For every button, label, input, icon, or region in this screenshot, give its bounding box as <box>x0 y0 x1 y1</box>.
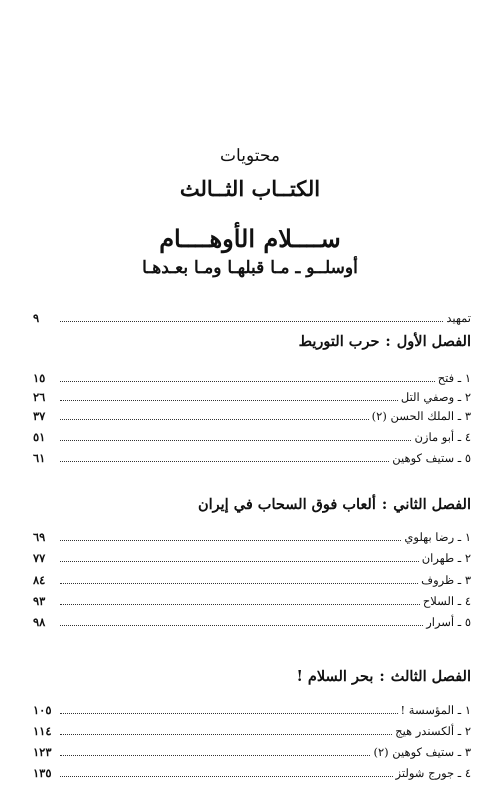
toc-entry-label: ٣ ـ ظروف <box>421 573 471 587</box>
toc-entry[interactable] <box>33 388 471 406</box>
toc-entry-label: ٣ ـ ستيف كوهين (٢) <box>373 745 471 759</box>
leader-dots <box>60 440 411 441</box>
toc-entry-label: ٢ ـ طهران <box>421 551 471 565</box>
toc-entry-page: ٦١ <box>33 451 46 465</box>
leader-dots <box>60 776 393 777</box>
toc-entry-label: ١ ـ المؤسسة ! <box>400 703 471 717</box>
toc-entry-page: ٩٣ <box>33 594 46 608</box>
colon-separator: : <box>379 668 385 685</box>
toc-entry[interactable] <box>33 571 471 589</box>
toc-entry-label: ٤ ـ السلاح <box>422 594 471 608</box>
toc-entry-page: ٢٦ <box>33 390 46 404</box>
leader-dots <box>60 755 370 756</box>
book-title: الكتــاب الثــالث <box>179 176 321 201</box>
toc-entry-page: ٩٨ <box>33 615 46 629</box>
toc-entry-page: ١١٤ <box>33 724 52 738</box>
toc-entry-label: ٥ ـ ستيف كوهين <box>392 451 471 465</box>
chapter-title: ألعاب فوق السحاب في إيران <box>197 496 376 513</box>
toc-entry-label: ١ ـ فتح <box>437 371 471 385</box>
chapter-title: بحر السلام ! <box>296 668 374 685</box>
toc-entry-page: ٩ <box>33 311 40 325</box>
toc-entry-page: ٥١ <box>33 430 46 444</box>
leader-dots <box>60 400 398 401</box>
contents-heading: محتويات <box>220 146 280 166</box>
leader-dots <box>60 419 369 420</box>
chapter-label: الفصل الثاني <box>393 496 471 513</box>
toc-entry-page: ١٣٥ <box>33 766 52 780</box>
toc-entry-label: ٤ ـ أبو مازن <box>414 430 471 444</box>
leader-dots <box>60 604 420 605</box>
toc-entry-label: ٤ ـ جورج شولتز <box>395 766 471 780</box>
leader-dots <box>60 321 443 322</box>
toc-entry[interactable] <box>33 528 471 546</box>
toc-entry-label: تمهيد <box>446 311 471 325</box>
toc-entry-page: ٣٧ <box>33 409 46 423</box>
chapter-1-heading <box>33 333 471 350</box>
toc-entry-page: ١٥ <box>33 371 46 385</box>
chapter-label: الفصل الثالث <box>390 668 471 685</box>
leader-dots <box>60 461 389 462</box>
leader-dots <box>60 381 435 382</box>
toc-entry[interactable] <box>33 743 471 761</box>
leader-dots <box>60 625 423 626</box>
section-title: ســــلام الأوهــــام <box>159 224 341 253</box>
chapter-title: حرب التوريط <box>298 333 380 350</box>
leader-dots <box>60 713 398 714</box>
toc-entry-page: ١٢٣ <box>33 745 52 759</box>
toc-entry[interactable] <box>33 449 471 467</box>
toc-entry[interactable] <box>33 428 471 446</box>
toc-entry-page: ٦٩ <box>33 530 46 544</box>
leader-dots <box>60 734 392 735</box>
section-subtitle: أوسلــو ـ مـا قبلهـا ومـا بعـدهـا <box>142 258 358 278</box>
toc-entry-page: ٧٧ <box>33 551 46 565</box>
toc-entry[interactable] <box>33 722 471 740</box>
chapter-2-heading <box>33 496 471 513</box>
leader-dots <box>60 540 401 541</box>
leader-dots <box>60 561 419 562</box>
toc-entry[interactable] <box>33 613 471 631</box>
toc-entry-intro[interactable] <box>33 309 471 327</box>
toc-entry-label: ١ ـ رضا بهلوي <box>404 530 471 544</box>
toc-entry[interactable] <box>33 764 471 782</box>
colon-separator: : <box>385 333 391 350</box>
colon-separator: : <box>381 496 388 513</box>
toc-entry[interactable] <box>33 369 471 387</box>
toc-entry-label: ٥ ـ أسرار <box>426 615 471 629</box>
toc-entry-label: ٢ ـ وصفي التل <box>400 390 471 404</box>
toc-entry[interactable] <box>33 592 471 610</box>
toc-entry-page: ٨٤ <box>33 573 46 587</box>
leader-dots <box>60 583 418 584</box>
toc-entry-label: ٣ ـ الملك الحسن (٢) <box>371 409 471 423</box>
toc-entry[interactable] <box>33 701 471 719</box>
chapter-3-heading <box>33 668 471 685</box>
toc-entry[interactable] <box>33 407 471 425</box>
toc-entry-page: ١٠٥ <box>33 703 52 717</box>
toc-entry[interactable] <box>33 549 471 567</box>
chapter-label: الفصل الأول <box>396 333 471 350</box>
toc-entry-label: ٢ ـ ألكسندر هيج <box>395 724 471 738</box>
